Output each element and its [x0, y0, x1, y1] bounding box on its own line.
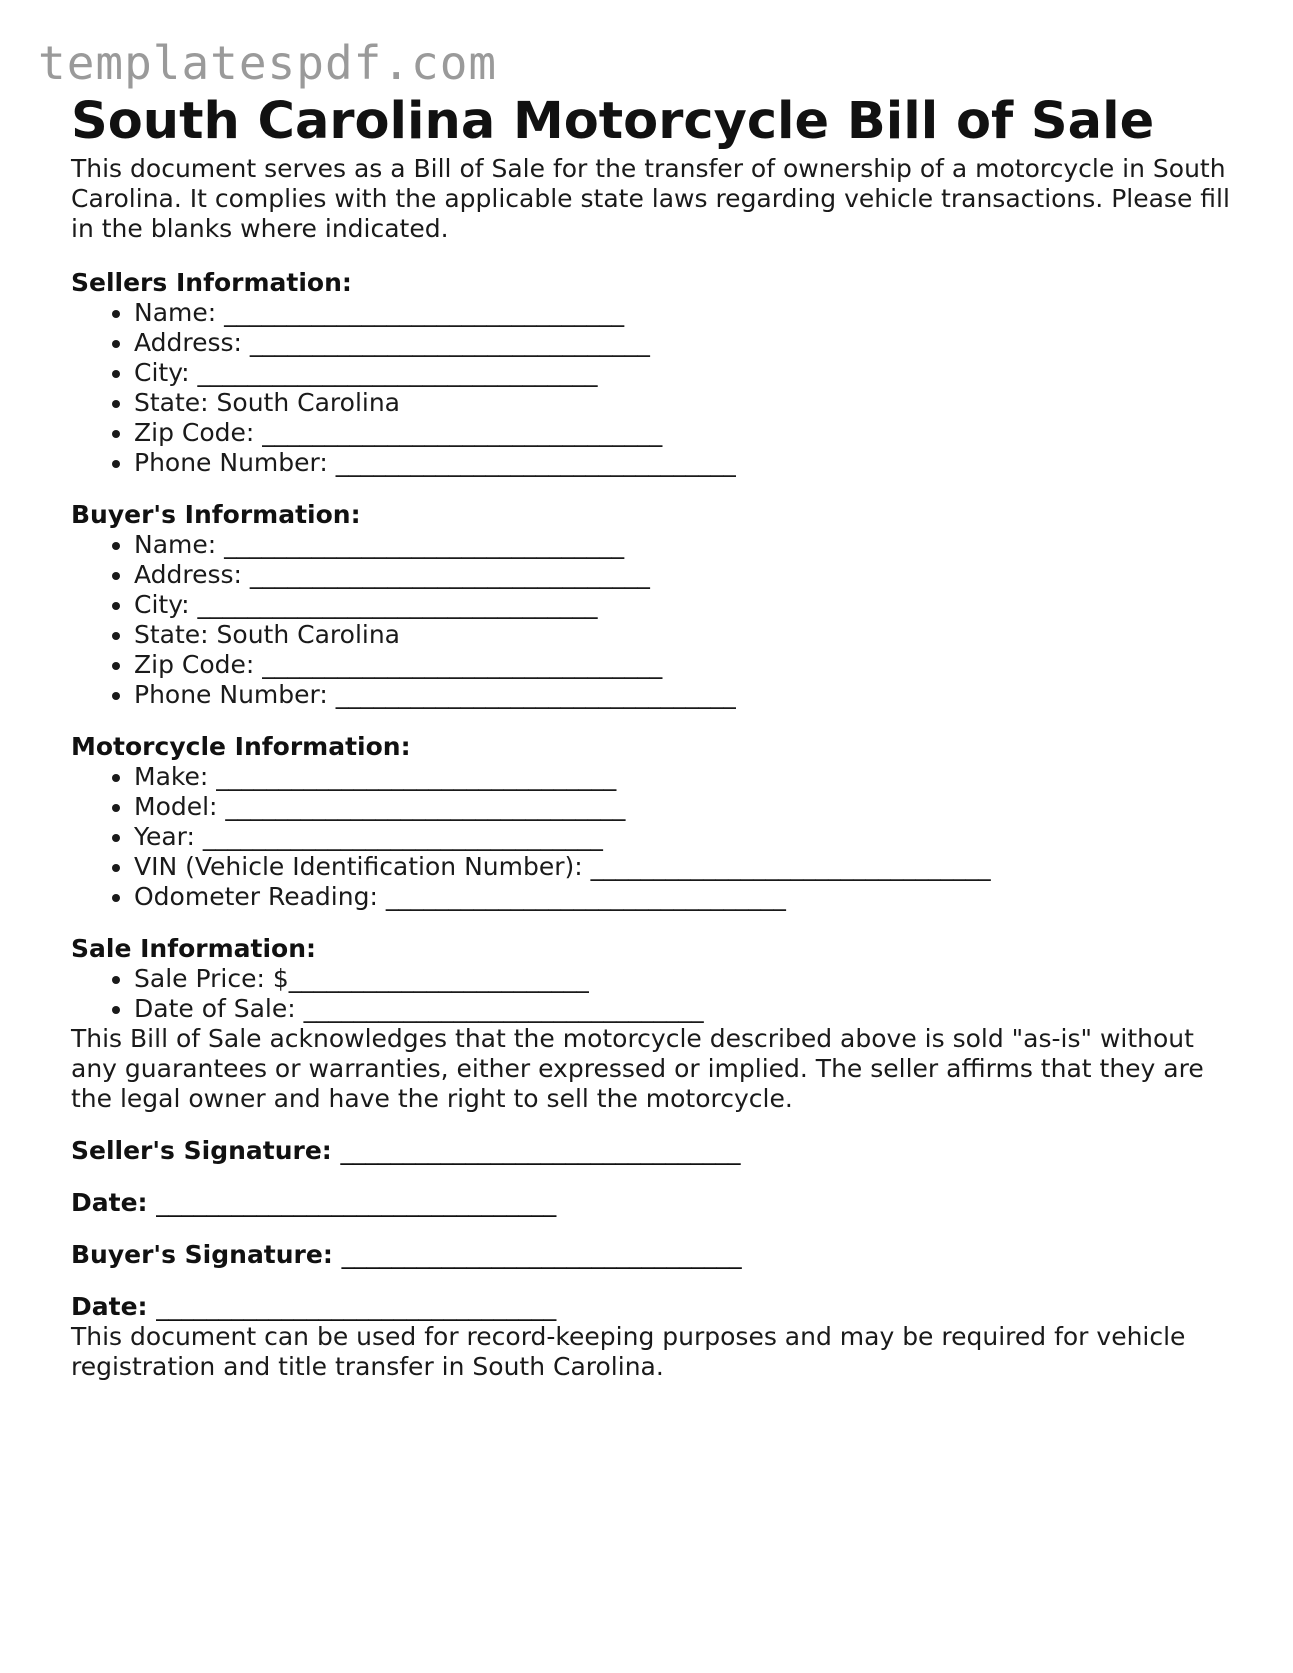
buyer-address-field[interactable]: • Address: ________________________________ — [134, 560, 1231, 590]
buyer-signature-line[interactable] — [71, 1240, 1231, 1270]
buyer-date-label: Date: — [71, 1292, 148, 1321]
motorcycle-model-field[interactable]: • Model: ________________________________ — [134, 792, 1231, 822]
seller-phone-field[interactable]: • Phone Number: ________________________________ — [134, 448, 1231, 478]
motorcycle-section-heading: Motorcycle Information: — [71, 732, 411, 761]
seller-fields-list — [71, 298, 1231, 478]
buyer-date-line[interactable] — [71, 1292, 1231, 1322]
buyer-city-field[interactable]: • City: ________________________________ — [134, 590, 1231, 620]
seller-date-blank[interactable]: ________________________________ — [156, 1188, 557, 1217]
seller-signature-label: Seller's Signature: — [71, 1136, 332, 1165]
buyer-state-field: • State: South Carolina — [134, 620, 1231, 650]
seller-state-field: • State: South Carolina — [134, 388, 1231, 418]
motorcycle-make-field[interactable]: • Make: ________________________________ — [134, 762, 1231, 792]
seller-name-field[interactable]: • Name: ________________________________ — [134, 298, 1231, 328]
seller-signature-blank[interactable]: ________________________________ — [340, 1136, 741, 1165]
buyer-signature-blank[interactable]: ________________________________ — [341, 1240, 742, 1269]
seller-date-label: Date: — [71, 1188, 148, 1217]
buyer-name-field[interactable]: • Name: ________________________________ — [134, 530, 1231, 560]
document-title: South Carolina Motorcycle Bill of Sale — [71, 92, 1155, 151]
buyer-date-blank[interactable]: ________________________________ — [156, 1292, 557, 1321]
intro-paragraph: This document serves as a Bill of Sale for the transfer of ownership of a motorcycle in South Carolina. It complies with the applicable state laws regarding vehicle transactions. Please fill in the blanks where indicated. — [71, 154, 1230, 243]
sale-section-heading: Sale Information: — [71, 934, 316, 963]
buyer-zip-field[interactable]: • Zip Code: ________________________________ — [134, 650, 1231, 680]
motorcycle-year-field[interactable]: • Year: ________________________________ — [134, 822, 1231, 852]
sale-fields-list — [71, 964, 1231, 1024]
footer-paragraph: This document can be used for record-keeping purposes and may be required for vehicle registration and title transfer in South Carolina. — [71, 1322, 1186, 1381]
seller-date-line[interactable] — [71, 1188, 1231, 1218]
seller-address-field[interactable]: • Address: ________________________________ — [134, 328, 1231, 358]
sale-date-field[interactable]: • Date of Sale: ________________________________ — [134, 994, 1231, 1024]
acknowledgement-paragraph: This Bill of Sale acknowledges that the motorcycle described above is sold "as-is" without any guarantees or warranties, either expressed or implied. The seller affirms that they are the legal owner and have the right to sell the motorcycle. — [71, 1024, 1204, 1113]
site-watermark: templatespdf.com — [38, 36, 498, 90]
sale-price-field[interactable]: • Sale Price: $________________________ — [134, 964, 1231, 994]
motorcycle-vin-field[interactable]: • VIN (Vehicle Identification Number): ________________________________ — [134, 852, 1231, 882]
buyer-signature-label: Buyer's Signature: — [71, 1240, 333, 1269]
buyer-section-heading: Buyer's Information: — [71, 500, 361, 529]
buyer-phone-field[interactable]: • Phone Number: ________________________________ — [134, 680, 1231, 710]
document-body — [71, 90, 1231, 1382]
seller-zip-field[interactable]: • Zip Code: ________________________________ — [134, 418, 1231, 448]
seller-city-field[interactable]: • City: ________________________________ — [134, 358, 1231, 388]
seller-signature-line[interactable] — [71, 1136, 1231, 1166]
motorcycle-odometer-field[interactable]: • Odometer Reading: ________________________________ — [134, 882, 1231, 912]
motorcycle-fields-list — [71, 762, 1231, 912]
seller-section-heading: Sellers Information: — [71, 268, 352, 297]
buyer-fields-list — [71, 530, 1231, 710]
